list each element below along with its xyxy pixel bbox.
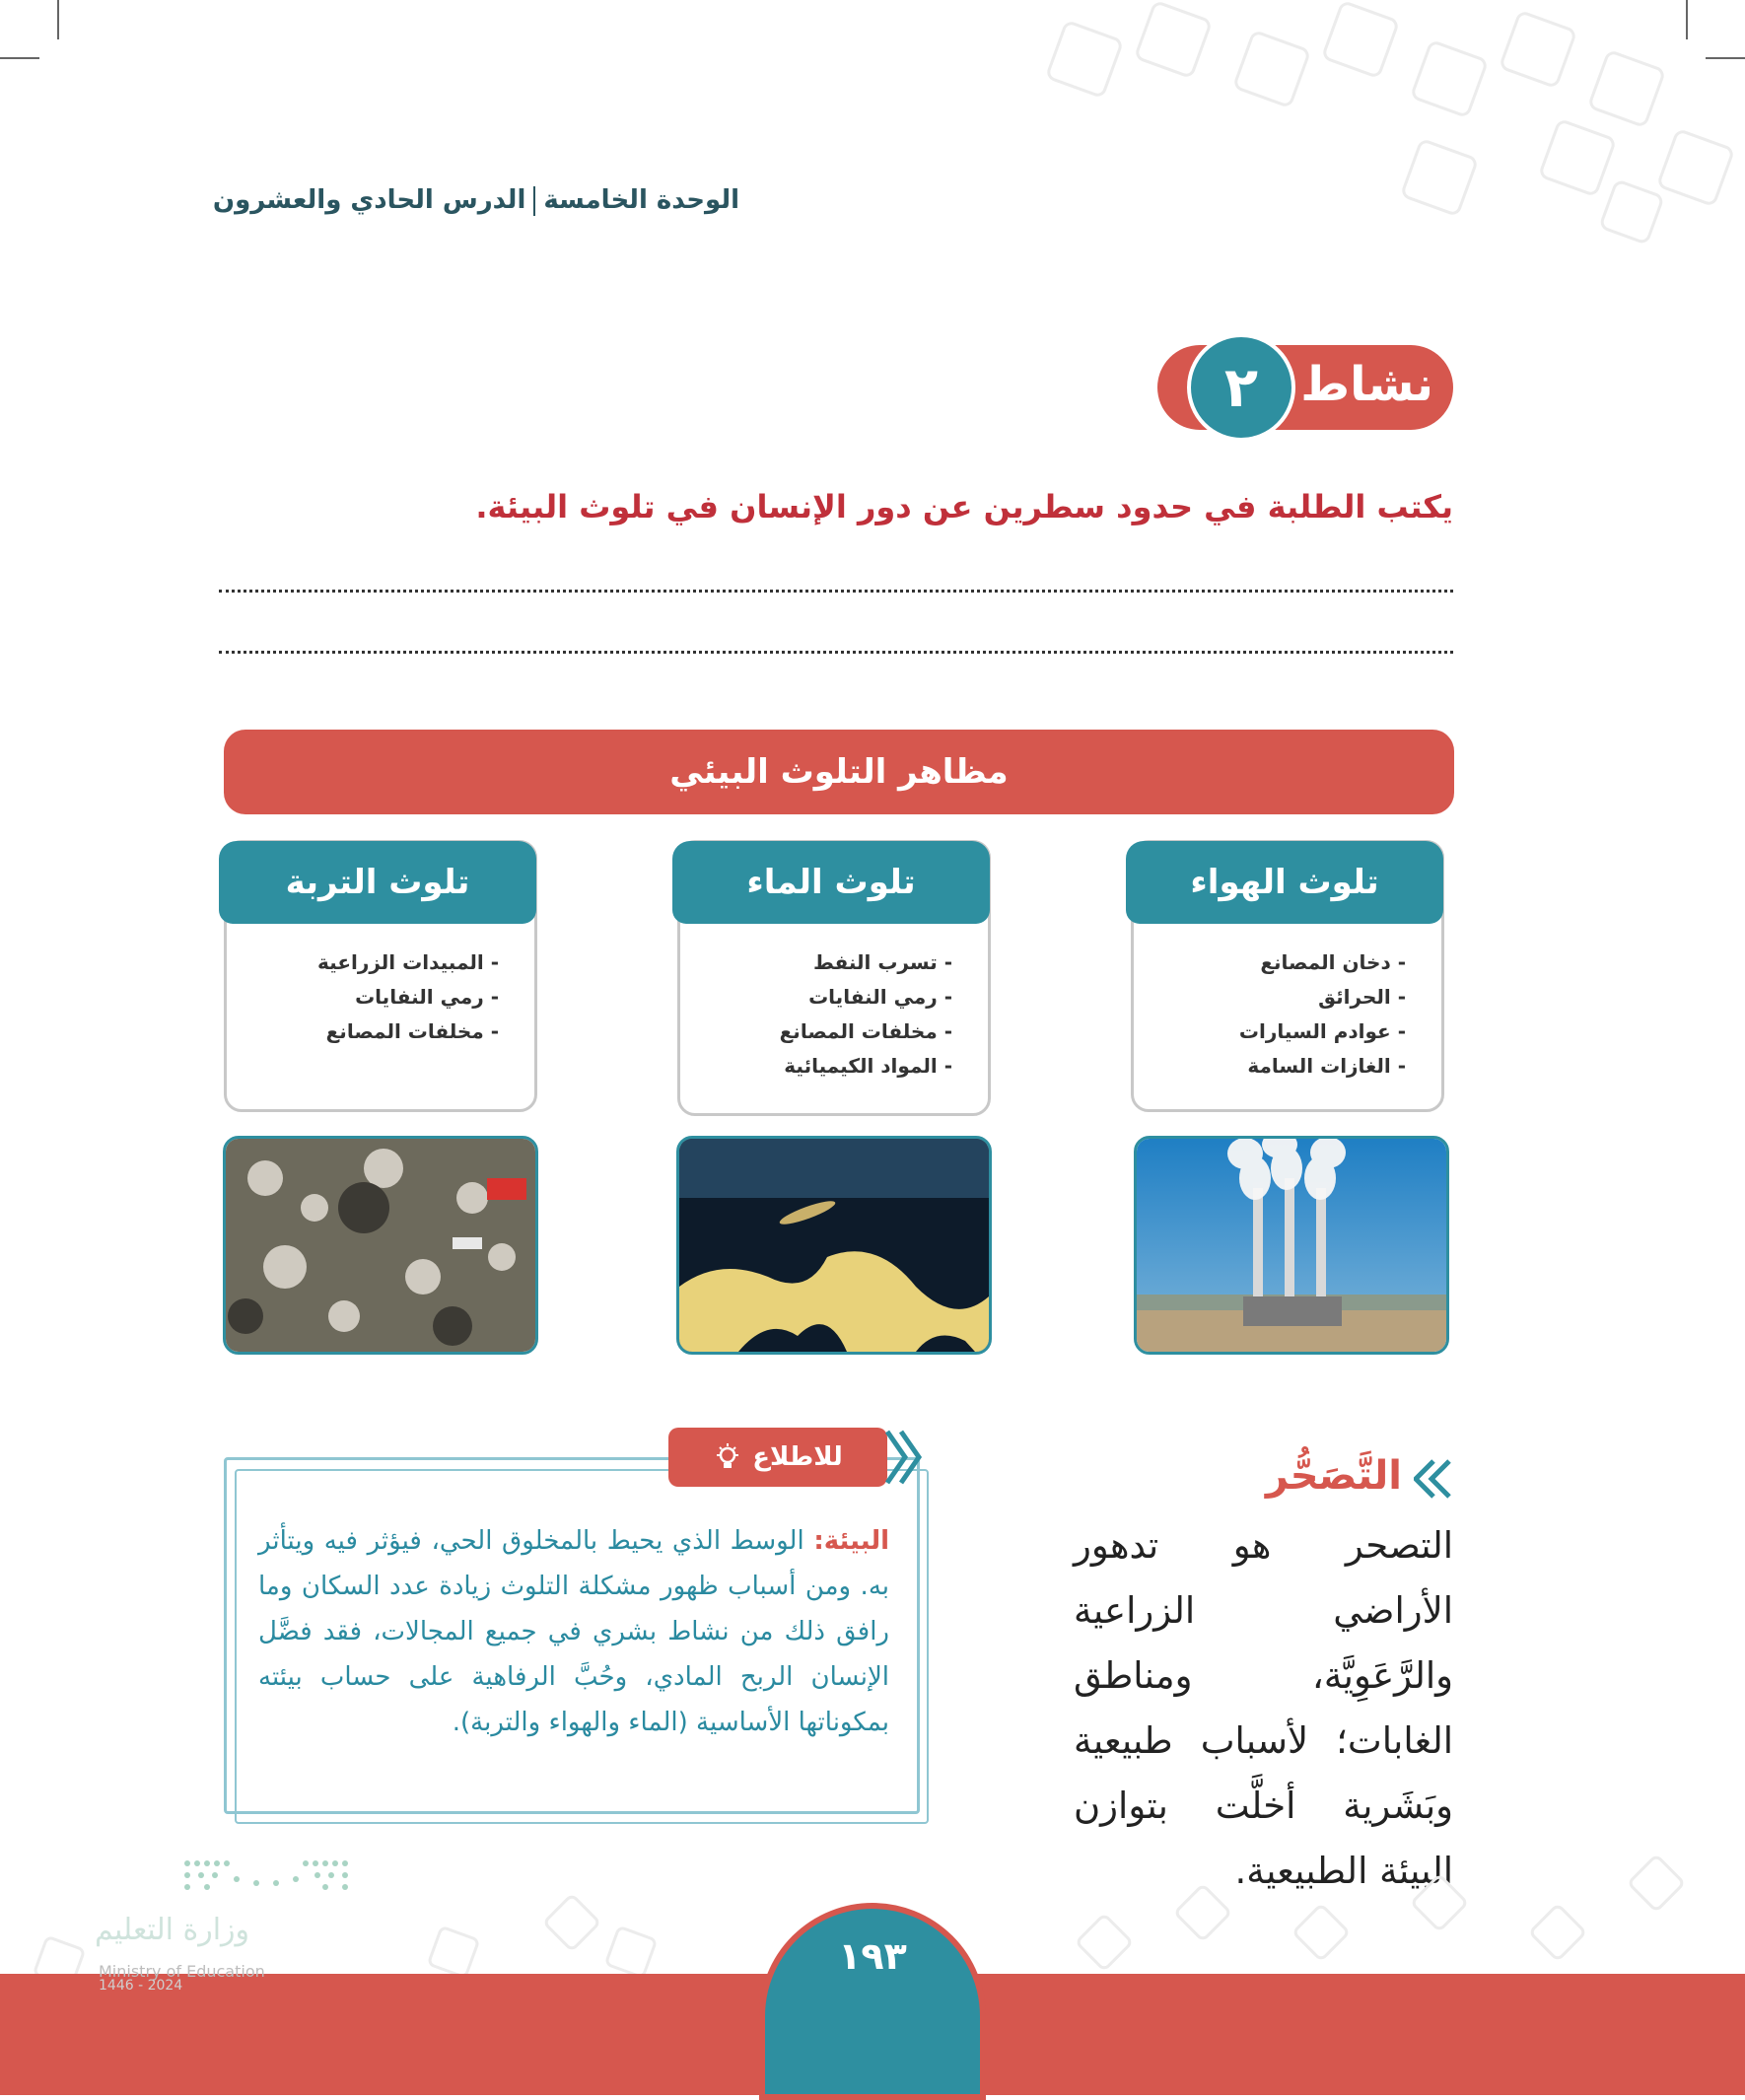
- page-number: ١٩٣: [838, 1934, 907, 1978]
- answer-line[interactable]: [219, 590, 1453, 593]
- activity-number: ٢: [1187, 333, 1295, 442]
- card-item: - مخلفات المصانع: [317, 1015, 499, 1049]
- garbage-dump-photo: [223, 1136, 538, 1355]
- air-pollution-card: [1131, 840, 1444, 1112]
- info-tag-label: للاطلاع: [752, 1442, 843, 1472]
- answer-line[interactable]: [219, 651, 1453, 654]
- soil-pollution-card: [224, 840, 537, 1112]
- card-item: - تسرب النفط: [780, 945, 952, 980]
- section-title: التَّصَحُّر: [1265, 1453, 1402, 1499]
- ministry-logo-icon: [177, 1854, 355, 1913]
- info-body: الوسط الذي يحيط بالمخلوق الحي، فيؤثر فيه ويتأثر به. ومن أسباب ظهور مشكلة التلوث زيادة عدد السكان وما رافق ذلك من نشاط بشري في جميع المجالات، فقد فضَّل الإنسان الربح المادي، وحُبَّ الرفاهية على حساب بيئته بمكوناتها الأساسية (الماء والهواء والتربة).: [258, 1526, 889, 1737]
- card-item: - الغازات السامة: [1239, 1049, 1406, 1084]
- activity-prompt: يكتب الطلبة في حدود سطرين عن دور الإنسان في تلوث البيئة.: [475, 488, 1453, 525]
- card-item: - رمي النفايات: [317, 980, 499, 1015]
- info-text: [258, 1518, 889, 1745]
- decorative-pattern: [996, 0, 1745, 256]
- card-title: تلوث التربة: [219, 841, 536, 924]
- page-header: [207, 185, 739, 216]
- crop-mark: [57, 0, 59, 39]
- card-item: - مخلفات المصانع: [780, 1015, 952, 1049]
- lesson-label: الدرس الحادي والعشرون: [212, 185, 526, 215]
- card-item: - المواد الكيميائية: [780, 1049, 952, 1084]
- info-tag: [668, 1428, 887, 1487]
- activity-title: نشاط: [1300, 357, 1433, 412]
- card-title: تلوث الهواء: [1126, 841, 1443, 924]
- card-item: - عوادم السيارات: [1239, 1015, 1406, 1049]
- double-chevron-icon: [1414, 1457, 1453, 1501]
- card-item: - المبيدات الزراعية: [317, 945, 499, 980]
- factory-smokestacks-photo: [1134, 1136, 1449, 1355]
- ministry-name-ar: وزارة التعليم: [95, 1913, 250, 1947]
- lightbulb-icon: [713, 1442, 742, 1472]
- pollution-banner: مظاهر التلوث البيئي: [224, 730, 1454, 814]
- ministry-name-en: Ministry of Education: [99, 1962, 265, 1981]
- info-keyword: البيئة:: [813, 1526, 889, 1556]
- ministry-year: 2024 - 1446: [99, 1978, 183, 1994]
- card-item: - رمي النفايات: [780, 980, 952, 1015]
- double-chevron-icon: [883, 1428, 923, 1487]
- crop-mark: [0, 57, 39, 59]
- unit-label: الوحدة الخامسة: [543, 185, 739, 215]
- card-item: - الحرائق: [1239, 980, 1406, 1015]
- desertification-paragraph: التصحر هو تدهور الأراضي الزراعية والرَّعَوِيَّة، ومناطق الغابات؛ لأسباب طبيعية وبَشَرية أخلَّت بتوازن البيئة الطبيعية.: [1074, 1524, 1453, 1892]
- water-pollution-card: [677, 840, 991, 1116]
- card-item: - دخان المصانع: [1239, 945, 1406, 980]
- card-title: تلوث الماء: [672, 841, 990, 924]
- oil-spill-photo: [676, 1136, 992, 1355]
